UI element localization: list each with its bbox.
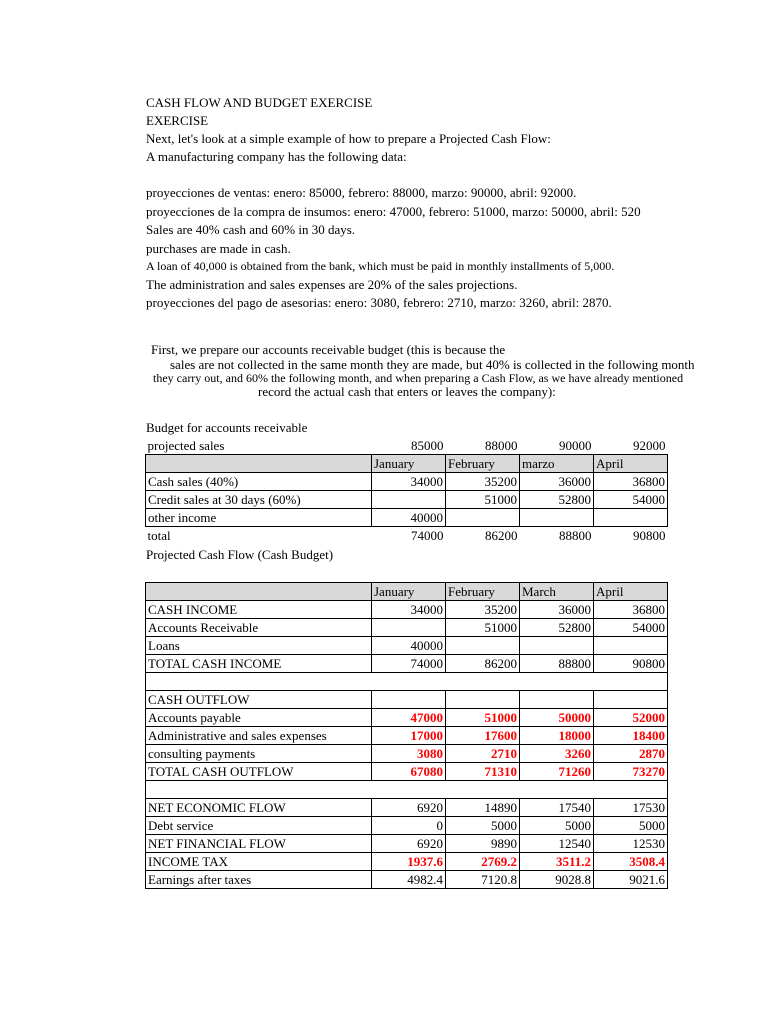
row-label: Accounts Receivable	[146, 619, 372, 637]
cell: 54000	[594, 491, 668, 509]
cell	[520, 691, 594, 709]
cell: 74000	[411, 527, 444, 543]
cell: 12540	[520, 835, 594, 853]
explain-line: First, we prepare our accounts receivable budget (this is because the	[151, 342, 506, 357]
table-row	[146, 491, 668, 509]
cell	[520, 509, 594, 527]
cell: 52000	[594, 709, 668, 727]
cell: 73270	[594, 763, 668, 781]
cell: 36000	[520, 601, 594, 619]
row-label: TOTAL CASH INCOME	[146, 655, 372, 673]
cell: 36800	[594, 473, 668, 491]
cell: 12530	[594, 835, 668, 853]
intro-line-2: A manufacturing company has the following data:	[146, 149, 407, 164]
table-row	[146, 727, 668, 745]
month-header-row	[146, 583, 668, 601]
cell: 2769.2	[446, 853, 520, 871]
cell: 35200	[446, 473, 520, 491]
cell	[372, 619, 446, 637]
cell: 6920	[372, 835, 446, 853]
cell: 35200	[446, 601, 520, 619]
cell	[372, 491, 446, 509]
cell: 40000	[372, 637, 446, 655]
cell: 18400	[594, 727, 668, 745]
total-row	[146, 527, 668, 545]
section-label: CASH OUTFLOW	[146, 691, 372, 709]
header-cell	[146, 455, 372, 473]
row-label: TOTAL CASH OUTFLOW	[146, 763, 372, 781]
cell: 3260	[520, 745, 594, 763]
cell: 90800	[594, 655, 668, 673]
row-label: Debt service	[146, 817, 372, 835]
month-header: February	[446, 455, 520, 473]
cell: 3508.4	[594, 853, 668, 871]
cell: 88800	[520, 655, 594, 673]
cell: 5000	[446, 817, 520, 835]
spacer-row	[146, 781, 668, 799]
cell: 7120.8	[446, 871, 520, 889]
intro-line-1: Next, let's look at a simple example of how to prepare a Projected Cash Flow:	[146, 131, 551, 146]
data-line: A loan of 40,000 is obtained from the bank, which must be paid in monthly installments of 5,000.	[146, 259, 615, 273]
table-row	[146, 799, 668, 817]
row-label: CASH INCOME	[146, 601, 372, 619]
cell: 9021.6	[594, 871, 668, 889]
table-row	[146, 745, 668, 763]
data-line: The administration and sales expenses are 20% of the sales projections.	[146, 277, 518, 292]
doc-subtitle: EXERCISE	[146, 113, 209, 128]
cell: 54000	[594, 619, 668, 637]
table-row	[146, 817, 668, 835]
row-label: Accounts payable	[146, 709, 372, 727]
header-cell	[146, 583, 372, 601]
cell: 2710	[446, 745, 520, 763]
month-header: January	[372, 455, 446, 473]
table-row	[146, 655, 668, 673]
cell: 86200	[485, 527, 518, 543]
cell	[446, 691, 520, 709]
cell: 2870	[594, 745, 668, 763]
table-row	[146, 853, 668, 871]
spacer-row	[146, 673, 668, 691]
cell: 17530	[594, 799, 668, 817]
cell: 9028.8	[520, 871, 594, 889]
cell: 5000	[520, 817, 594, 835]
month-header-row	[146, 455, 668, 473]
cell: 92000	[594, 437, 668, 455]
cell: 17600	[446, 727, 520, 745]
section-row	[146, 691, 668, 709]
cell	[446, 637, 520, 655]
cell: 5000	[594, 817, 668, 835]
cashflow-table	[145, 582, 668, 889]
row-label: other income	[146, 509, 372, 527]
cell: 40000	[372, 509, 446, 527]
cell: 34000	[372, 601, 446, 619]
cell: 52800	[520, 491, 594, 509]
row-label: INCOME TAX	[146, 853, 372, 871]
cell: 74000	[372, 655, 446, 673]
month-header: April	[594, 455, 668, 473]
cell: 71310	[446, 763, 520, 781]
cell: 71260	[520, 763, 594, 781]
doc-title: CASH FLOW AND BUDGET EXERCISE	[146, 95, 373, 110]
explain-line: sales are not collected in the same month they are made, but 40% is collected in the following month	[170, 357, 695, 372]
receivable-title: Budget for accounts receivable	[146, 420, 308, 435]
row-label: projected sales	[146, 437, 372, 455]
cell	[594, 509, 668, 527]
cell: 88800	[559, 527, 592, 543]
cell: 9890	[446, 835, 520, 853]
row-label: Credit sales at 30 days (60%)	[146, 491, 372, 509]
cell: 4982.4	[372, 871, 446, 889]
row-label: consulting payments	[146, 745, 372, 763]
cell: 52800	[520, 619, 594, 637]
cell: 3080	[372, 745, 446, 763]
cell: 1937.6	[372, 853, 446, 871]
cell: 36800	[594, 601, 668, 619]
spacer-cell	[146, 781, 668, 799]
row-label: Earnings after taxes	[146, 871, 372, 889]
cell: 90800	[633, 527, 666, 543]
table-row	[146, 473, 668, 491]
cell: 47000	[372, 709, 446, 727]
cell: 17540	[520, 799, 594, 817]
data-line: proyecciones de la compra de insumos: enero: 47000, febrero: 51000, marzo: 50000, abril: 520	[146, 204, 641, 219]
cell: 67080	[372, 763, 446, 781]
data-line: proyecciones de ventas: enero: 85000, febrero: 88000, marzo: 90000, abril: 92000.	[146, 185, 577, 200]
explain-line: they carry out, and 60% the following month, and when preparing a Cash Flow, as we have already mentioned	[153, 371, 684, 385]
cell	[520, 637, 594, 655]
cashflow-title: Projected Cash Flow (Cash Budget)	[146, 547, 334, 562]
month-header: February	[446, 583, 520, 601]
receivable-table	[145, 437, 668, 544]
cell	[372, 691, 446, 709]
month-header: April	[594, 583, 668, 601]
table-row	[146, 637, 668, 655]
cell: 85000	[372, 437, 446, 455]
cell: 88000	[446, 437, 520, 455]
table-row	[146, 709, 668, 727]
table-row	[146, 835, 668, 853]
projected-sales-row	[146, 437, 668, 455]
cell: 14890	[446, 799, 520, 817]
data-line: proyecciones del pago de asesorias: enero: 3080, febrero: 2710, marzo: 3260, abril: 2870.	[146, 295, 612, 310]
cell: 18000	[520, 727, 594, 745]
spacer-cell	[146, 673, 668, 691]
cell: 51000	[446, 619, 520, 637]
cell: 90000	[520, 437, 594, 455]
row-label: Cash sales (40%)	[146, 473, 372, 491]
cell: 34000	[372, 473, 446, 491]
month-header: March	[520, 583, 594, 601]
month-header: January	[372, 583, 446, 601]
row-label: total	[147, 527, 171, 543]
row-label: NET FINANCIAL FLOW	[146, 835, 372, 853]
explain-line: record the actual cash that enters or leaves the company):	[258, 384, 556, 399]
cell: 0	[372, 817, 446, 835]
table-row	[146, 601, 668, 619]
data-line: purchases are made in cash.	[146, 241, 291, 256]
cell: 51000	[446, 491, 520, 509]
cell: 6920	[372, 799, 446, 817]
table-row	[146, 619, 668, 637]
cell: 17000	[372, 727, 446, 745]
cell: 36000	[520, 473, 594, 491]
data-line: Sales are 40% cash and 60% in 30 days.	[146, 222, 356, 237]
cell	[446, 509, 520, 527]
row-label: Administrative and sales expenses	[146, 727, 372, 745]
table-row	[146, 871, 668, 889]
cell	[594, 691, 668, 709]
cell: 3511.2	[520, 853, 594, 871]
month-header: marzo	[520, 455, 594, 473]
cell: 50000	[520, 709, 594, 727]
cell: 51000	[446, 709, 520, 727]
row-label: Loans	[146, 637, 372, 655]
cell: 86200	[446, 655, 520, 673]
row-label: NET ECONOMIC FLOW	[146, 799, 372, 817]
table-row	[146, 763, 668, 781]
cell	[594, 637, 668, 655]
table-row	[146, 509, 668, 527]
